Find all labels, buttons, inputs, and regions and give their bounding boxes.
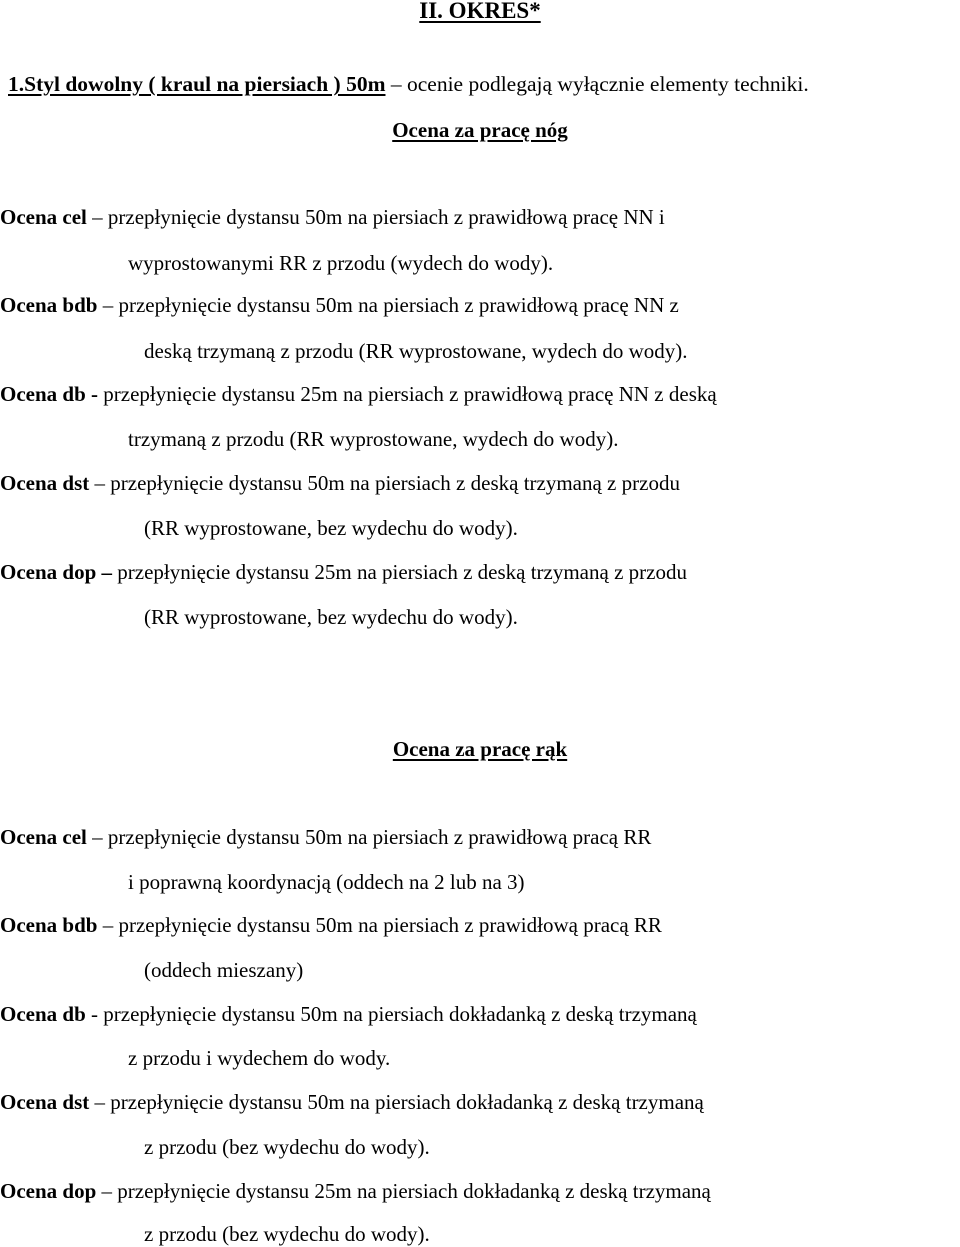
section-heading-rest: – ocenie podlegają wyłącznie elementy techniki. xyxy=(385,72,809,96)
section-heading xyxy=(8,72,809,96)
grade-label: Ocena dop xyxy=(0,1179,97,1203)
arms-item-db xyxy=(0,1002,697,1026)
grade-label: Ocena dst xyxy=(0,471,90,495)
grade-text: – przepłynięcie dystansu 50m na piersiach dokładanką z deską trzymaną xyxy=(89,1090,704,1114)
arms-item-dst xyxy=(0,1090,704,1114)
section-heading-bold: 1.Styl dowolny ( kraul na piersiach ) 50m xyxy=(8,72,386,96)
grade-label: Ocena dop – xyxy=(0,560,113,584)
grade-label: Ocena bdb xyxy=(0,913,98,937)
grade-text: – przepłynięcie dystansu 25m na piersiach dokładanką z deską trzymaną xyxy=(96,1179,711,1203)
arms-item-dop xyxy=(0,1179,711,1203)
legs-heading: Ocena za pracę nóg xyxy=(392,118,568,142)
grade-label: Ocena dst xyxy=(0,1090,90,1114)
grade-text: przepłynięcie dystansu 25m na piersiach z prawidłową pracę NN z deską xyxy=(98,382,717,406)
grade-text: – przepłynięcie dystansu 50m na piersiach z deską trzymaną z przodu xyxy=(89,471,680,495)
grade-text: - przepłynięcie dystansu 50m na piersiach dokładanką z deską trzymaną xyxy=(85,1002,697,1026)
grade-label: Ocena cel xyxy=(0,205,87,229)
legs-item-dst-cont: (RR wyprostowane, bez wydechu do wody). xyxy=(144,516,518,540)
arms-item-cel xyxy=(0,825,651,849)
arms-item-bdb-cont: (oddech mieszany) xyxy=(144,958,304,982)
arms-item-dop-cont: z przodu (bez wydechu do wody). xyxy=(144,1222,430,1246)
grade-label: Ocena cel xyxy=(0,825,87,849)
legs-item-dop xyxy=(0,560,687,584)
legs-item-db xyxy=(0,382,717,406)
grade-label: Ocena db xyxy=(0,1002,86,1026)
grade-label: Ocena db - xyxy=(0,382,99,406)
grade-text: – przepłynięcie dystansu 50m na piersiach z prawidłową pracę NN i xyxy=(86,205,665,229)
legs-item-db-cont: trzymaną z przodu (RR wyprostowane, wydech do wody). xyxy=(128,427,619,451)
grade-text: – przepłynięcie dystansu 50m na piersiach z prawidłową pracą RR xyxy=(97,913,662,937)
grade-text: przepłynięcie dystansu 25m na piersiach z deską trzymaną z przodu xyxy=(112,560,687,584)
grade-text: – przepłynięcie dystansu 50m na piersiach z prawidłową pracą RR xyxy=(86,825,652,849)
arms-item-db-cont: z przodu i wydechem do wody. xyxy=(128,1046,391,1070)
grade-label: Ocena bdb xyxy=(0,293,98,317)
page-title: II. OKRES* xyxy=(419,0,541,23)
arms-item-cel-cont: i poprawną koordynacją (oddech na 2 lub na 3) xyxy=(128,870,525,894)
legs-item-cel-cont: wyprostowanymi RR z przodu (wydech do wody). xyxy=(128,251,554,275)
legs-item-bdb xyxy=(0,293,679,317)
legs-item-dst xyxy=(0,471,680,495)
arms-item-bdb xyxy=(0,913,662,937)
arms-heading: Ocena za pracę rąk xyxy=(392,737,568,761)
grade-text: – przepłynięcie dystansu 50m na piersiach z prawidłową pracę NN z xyxy=(97,293,679,317)
legs-item-dop-cont: (RR wyprostowane, bez wydechu do wody). xyxy=(144,605,518,629)
arms-item-dst-cont: z przodu (bez wydechu do wody). xyxy=(144,1135,430,1159)
legs-item-cel xyxy=(0,205,665,229)
legs-item-bdb-cont: deską trzymaną z przodu (RR wyprostowane, wydech do wody). xyxy=(144,339,688,363)
